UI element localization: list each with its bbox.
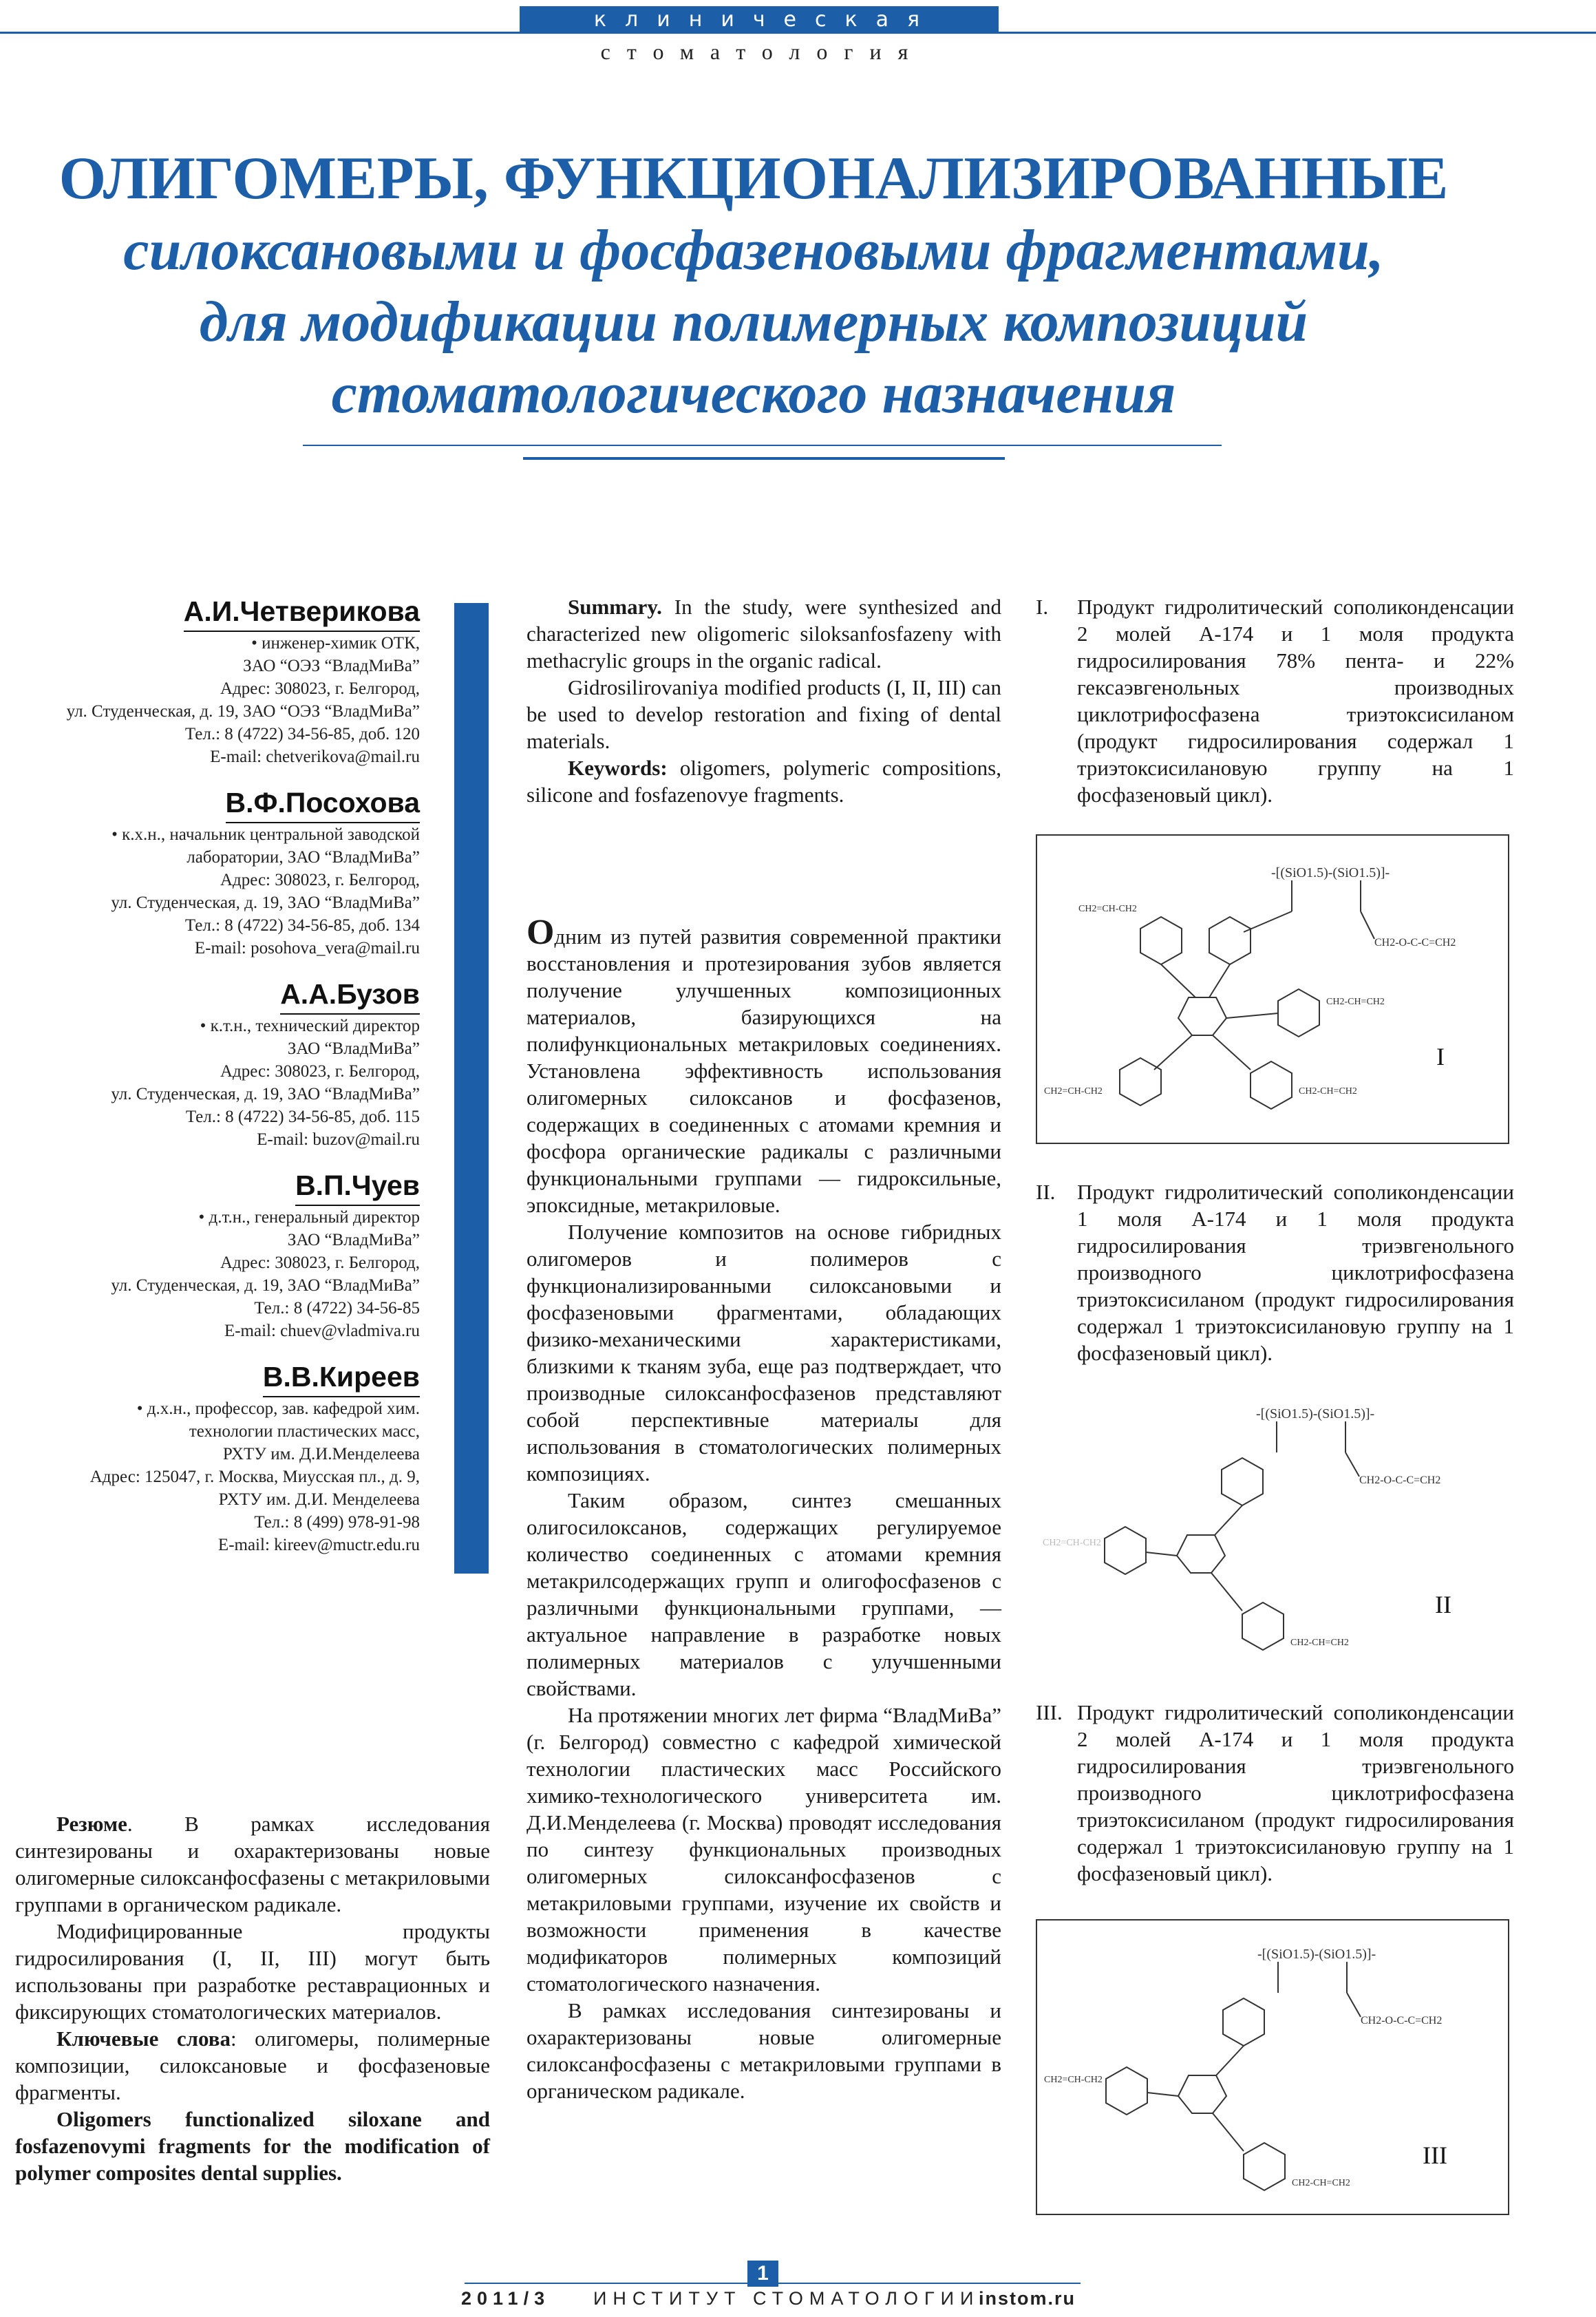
publisher-name: ИНСТИТУТ СТОМАТОЛОГИИ [593,2288,980,2309]
article-body [526,913,1001,2104]
author-name: В.Ф.Посохова [226,785,420,823]
svg-text:-[(SiO1.5)-(SiO1.5)]-: -[(SiO1.5)-(SiO1.5)]- [1256,1406,1375,1421]
drop-cap: О [526,913,555,952]
resume-label: Резюме [56,1812,127,1836]
author-info: технологии пластических масс, [189,1422,420,1441]
author-info: ЗАО “ВладМиВа” [287,1039,420,1058]
svg-text:CH2-CH=CH2: CH2-CH=CH2 [1299,1086,1357,1097]
author-info: Тел.: 8 (4722) 34-56-85, доб. 134 [184,916,420,935]
product-number: I. [1036,595,1049,619]
issue-number: 2011/3 [461,2288,551,2309]
figure-label: I [1436,1043,1445,1070]
chemical-structure-1 [1037,836,1511,1145]
svg-text:CH2-CH=CH2: CH2-CH=CH2 [1326,997,1385,1007]
article-title: ОЛИГОМЕРЫ, ФУНКЦИОНАЛИЗИРОВАННЫЕ [58,145,1449,212]
svg-text:CH2-CH=CH2: CH2-CH=CH2 [1292,2178,1350,2188]
product-number: II. [1036,1180,1056,1204]
body-paragraph-1 [526,913,1001,1218]
author-info: РХТУ им. Д.И. Менделеева [218,1490,420,1509]
body-paragraph-3: Таким образом, синтез смешанных олигосилоксанов, содержащих регулируемое количество соединенных с атомами кремния метакрилсодержащих групп и олигофосфазенов с различными функциональными группами, — актуальное направление в разработке новых полимерных материалов с улучшенными свойствами. [526,1488,1001,1700]
title-rule [303,445,1222,446]
author-info: Тел.: 8 (4722) 34-56-85 [254,1299,420,1318]
author-name: В.В.Киреев [263,1359,420,1397]
author-card [14,1167,420,1342]
author-info: Адрес: 308023, г. Белгород, [220,679,420,698]
author-card [14,785,420,960]
product-description-1 [1036,593,1514,808]
product-number: III. [1036,1700,1063,1724]
body-paragraph-4: На протяжении многих лет фирма “ВладМиВа” (г. Белгород) совместно с кафедрой химической технологии пластических масс Российского химико-технологического университета им. Д.И.Менделеева (г. Москва) проводят исследования по синтезу функциональных производных олигомерных силоксанфосфазенов с метакриловыми группами, изучение их свойств и возможности применения в качестве модификаторов полимерных композиций стоматологического назначения. [526,1703,1001,1996]
page-number: 1 [747,2261,778,2287]
author-card [14,976,420,1151]
svg-text:CH2-O-C-C=CH2: CH2-O-C-C=CH2 [1361,2015,1443,2027]
svg-text:CH2=CH-CH2: CH2=CH-CH2 [1078,904,1137,914]
author-info: • д.х.н., профессор, зав. кафедрой хим. [136,1399,420,1418]
author-info: лаборатории, ЗАО “ВладМиВа” [187,848,420,867]
keywords-text: oligomers, polymeric compositions, silicone and fosfazenovye fragments. [526,756,1001,807]
chemical-structure-3 [1037,1921,1511,2217]
author-info: Тел.: 8 (4722) 34-56-85, доб. 120 [184,725,420,743]
author-email: E-mail: chuev@vladmiva.ru [224,1322,420,1340]
product-description-2 [1036,1178,1514,1366]
summary-block [526,593,1001,808]
summary-text: In the study, were synthesized and characterized new oligomeric siloksanfosfazeny with methacrylic groups in the organic radical. [526,595,1001,673]
product-text: Продукт гидролитический сополиконденсации 1 моля А-174 и 1 моля продукта гидросилирования триэвгенольного производного циклотрифосфазена триэтоксисиланом (продукт гидросилирования содержал 1 триэтоксисилановую группу на 1 фосфазеновый цикл). [1077,1180,1514,1365]
summary-paragraph-2: Gidrosilirovaniya modified products (I, II, III) can be used to develop restoration and fixing of dental materials. [526,675,1001,753]
author-list [14,593,420,1573]
author-info: • к.х.н., начальник центральной заводской [111,825,420,844]
svg-text:CH2=CH-CH2: CH2=CH-CH2 [1043,1538,1101,1548]
author-info: • инженер-химик ОТК, [251,634,420,653]
author-card [14,593,420,768]
body-paragraph-5: В рамках исследования синтезированы и охарактеризованы новые олигомерные силоксанфосфазены с метакриловыми группами в органическом радикале. [526,1998,1001,2103]
author-info: ул. Студенческая, д. 19, ЗАО “ВладМиВа” [111,1276,420,1295]
author-info: Адрес: 308023, г. Белгород, [220,1253,420,1272]
author-email: E-mail: posohova_vera@mail.ru [194,939,420,958]
author-info: ул. Студенческая, д. 19, ЗАО “ВладМиВа” [111,1085,420,1103]
author-info: • к.т.н., технический директор [200,1017,420,1035]
product-description-3 [1036,1699,1514,1887]
body-paragraph-2: Получение композитов на основе гибридных олигомеров и полимеров с функционализированными силоксановыми и фосфазеновыми фрагментами, обладающих физико-механическими характеристиками, близкими к тканям зуба, еще раз подтверждает, что производные силоксанфосфазенов представляют собой перспективные материалы для использования в стоматологических полимерных композициях. [526,1220,1001,1485]
english-title: Oligomers functionalized siloxane and fosfazenovymi fragments for the modification of polymer composites dental supplies. [15,2107,490,2185]
masthead-rule-right [999,32,1596,34]
author-info: Адрес: 125047, г. Москва, Миусская пл., д. 9, [89,1468,420,1486]
resume-keywords [15,2025,490,2106]
author-info: Адрес: 308023, г. Белгород, [220,1062,420,1081]
resume-text: . В рамках исследования синтезированы и охарактеризованы новые олигомерные силоксанфосфазены с метакриловыми группами в органическом радикале. [15,1812,490,1916]
author-email: E-mail: buzov@mail.ru [257,1130,420,1149]
author-info: ул. Студенческая, д. 19, ЗАО “ОЭЗ “ВладМиВа” [66,702,420,721]
svg-text:CH2-O-C-C=CH2: CH2-O-C-C=CH2 [1374,937,1456,949]
svg-text:-[(SiO1.5)-(SiO1.5)]-: -[(SiO1.5)-(SiO1.5)]- [1271,865,1390,880]
title-rule-thick [523,457,1005,460]
author-name: А.А.Бузов [280,976,420,1015]
summary-keywords [526,754,1001,808]
svg-text:-[(SiO1.5)-(SiO1.5)]-: -[(SiO1.5)-(SiO1.5)]- [1257,1947,1376,1962]
author-email: E-mail: kireev@muctr.edu.ru [217,1536,420,1554]
chemical-structure-2 [1036,1384,1509,1676]
structure-figure-3 [1036,1919,1509,2215]
author-info: • д.т.н., генеральный директор [198,1208,420,1227]
keywords-label: Keywords: [568,756,668,780]
structure-figure-1 [1036,834,1509,1144]
author-info: Тел.: 8 (499) 978-91-98 [254,1513,420,1532]
svg-text:CH2=CH-CH2: CH2=CH-CH2 [1044,2075,1103,2085]
article-subtitle-line1: силоксановыми и фосфазеновыми фрагментами, [123,218,1384,282]
article-subtitle-line2: для модификации полимерных композиций [199,290,1308,354]
author-info: Адрес: 308023, г. Белгород, [220,871,420,889]
resume-paragraph [15,1810,490,1918]
svg-text:CH2-O-C-C=CH2: CH2-O-C-C=CH2 [1359,1474,1441,1486]
author-email: E-mail: chetverikova@mail.ru [210,748,420,766]
svg-text:CH2=CH-CH2: CH2=CH-CH2 [1044,1086,1103,1097]
author-name: А.И.Четверикова [184,593,420,632]
author-name: В.П.Чуев [295,1167,420,1206]
resume-block [15,1810,490,2186]
product-text: Продукт гидролитический сополиконденсации 2 молей А-174 и 1 моля продукта гидросилирования 78% пента- и 22% гексаэвгенольных производных циклотрифосфазена триэтоксисиланом (продукт гидросилирования содержал 1 триэтоксисилановую группу на 1 фосфазеновый цикл). [1077,595,1514,807]
figure-label: III [1423,2141,1447,2169]
figure-label: II [1435,1591,1451,1618]
journal-subtitle: стоматология [600,39,925,64]
website-link[interactable]: instom.ru [979,2288,1076,2309]
author-card [14,1359,420,1556]
svg-text:CH2-CH=CH2: CH2-CH=CH2 [1290,1638,1349,1648]
author-info: РХТУ им. Д.И.Менделеева [222,1445,420,1463]
author-info: Тел.: 8 (4722) 34-56-85, доб. 115 [185,1108,420,1126]
summary-label: Summary. [568,595,662,619]
accent-bar [454,603,489,1574]
structure-figure-2 [1036,1384,1509,1676]
author-info: ул. Студенческая, д. 19, ЗАО “ВладМиВа” [111,893,420,912]
journal-title: клиническая [520,6,999,34]
summary-paragraph [526,593,1001,674]
resume-keywords-label: Ключевые слова [56,2027,231,2051]
author-info: ЗАО “ВладМиВа” [287,1231,420,1249]
body-text: дним из путей развития современной практики восстановления и протезирования зубов является получение улучшенных композиционных материалов, базирующихся на полифункциональных метакриловых соединениях. Установлена эффективность использования олигомерных силоксанов и фосфазенов, содержащих в соединенных с атомами кремния и фосфора органические радикалы с различными функциональными группами — гидроксильные, эпоксидные, метакриловые. [526,924,1001,1217]
resume-paragraph-2: Модифицированные продукты гидросилирования (I, II, III) могут быть использованы при разработке реставрационных и фиксирующих стоматологических материалов. [15,1919,490,2024]
resume-keywords-text: : олигомеры, полимерные композиции, силоксановые и фосфазеновые фрагменты. [15,2027,490,2104]
article-subtitle-line3: стоматологического назначения [331,361,1176,425]
product-text: Продукт гидролитический сополиконденсации 2 молей А-174 и 1 моля продукта гидросилирования триэвгенольного производного циклотрифосфазена триэтоксисиланом (продукт гидросилирования содержал 1 триэтоксисилановую группу на 1 фосфазеновый цикл). [1077,1700,1514,1885]
author-info: ЗАО “ОЭЗ “ВладМиВа” [243,657,420,675]
